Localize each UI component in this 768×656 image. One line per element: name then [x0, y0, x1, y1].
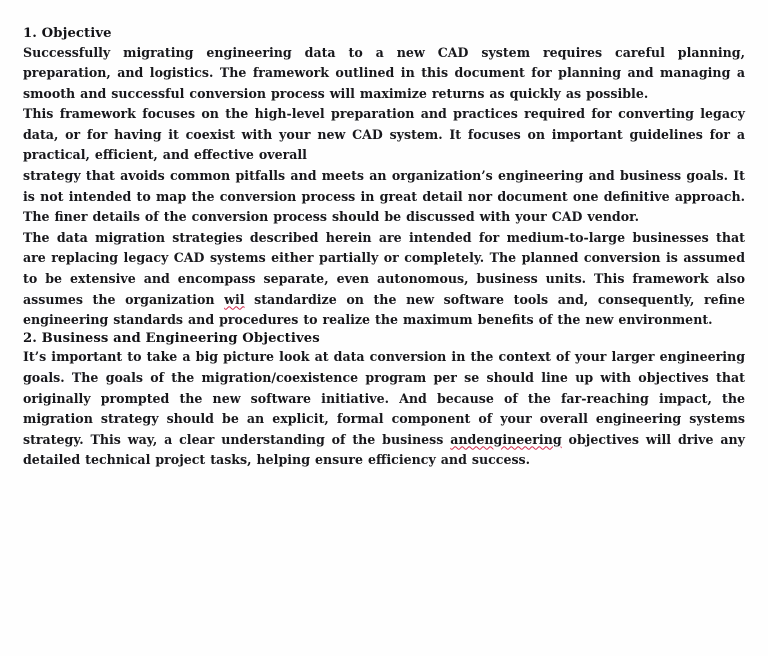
- paragraph-text-run: It’s important to take a big picture look at data conversion in the context of your larger engineering goals. The goals of the migration/coexistence program per se should line up with objectives that originally prompted the new software initiative. And because of the far-reaching impact, the migration strategy should be an explicit, formal component of your overall engineering systems strategy. This way, a clear understanding of the business: [23, 349, 745, 447]
- paragraph-framework-focus: [23, 104, 745, 166]
- document-body: [23, 26, 745, 471]
- paragraph-strategy-pitfalls: [23, 166, 745, 228]
- paragraph-text: Successfully migrating engineering data to a new CAD system requires careful planning, preparation, and logistics. The framework outlined in this document for planning and managing a smooth and successful conversion process will maximize returns as quickly as possible.: [23, 44, 745, 101]
- paragraph-objective-intro: [23, 43, 745, 105]
- misspelled-word-andengineering[interactable]: andengineering: [450, 431, 562, 447]
- section-heading-objective: 1. Objective: [23, 26, 112, 41]
- paragraph-data-migration-strategies: [23, 228, 745, 331]
- paragraph-text: This framework focuses on the high-level preparation and practices required for converting legacy data, or for having it coexist with your new CAD system. It focuses on important guidelines for a practical, efficient, and effective overall: [23, 106, 745, 163]
- paragraph-text-run: standardize on the new software tools and, consequently, refine engineering standards and procedures to realize the maximum benefits of the new environment.: [23, 291, 745, 328]
- section-heading-business-engineering-objectives: 2. Business and Engineering Objectives: [23, 330, 320, 346]
- paragraph-business-objectives: [23, 347, 745, 471]
- paragraph-text-run: objectives will drive any detailed technical project tasks, helping ensure efficiency and success.: [23, 431, 745, 468]
- misspelled-word-wil[interactable]: wil: [224, 291, 245, 307]
- paragraph-text: strategy that avoids common pitfalls and meets an organization’s engineering and business goals. It is not intended to map the conversion process in great detail nor document one definitive approach. The finer details of the conversion process should be discussed with your CAD vendor.: [23, 168, 745, 225]
- paragraph-text-run: The data migration strategies described herein are intended for medium-to-large businesses that are replacing legacy CAD systems either partially or completely. The planned conversion is assumed to be extensive and encompass separate, even autonomous, business units. This framework also assumes the organization: [23, 229, 745, 307]
